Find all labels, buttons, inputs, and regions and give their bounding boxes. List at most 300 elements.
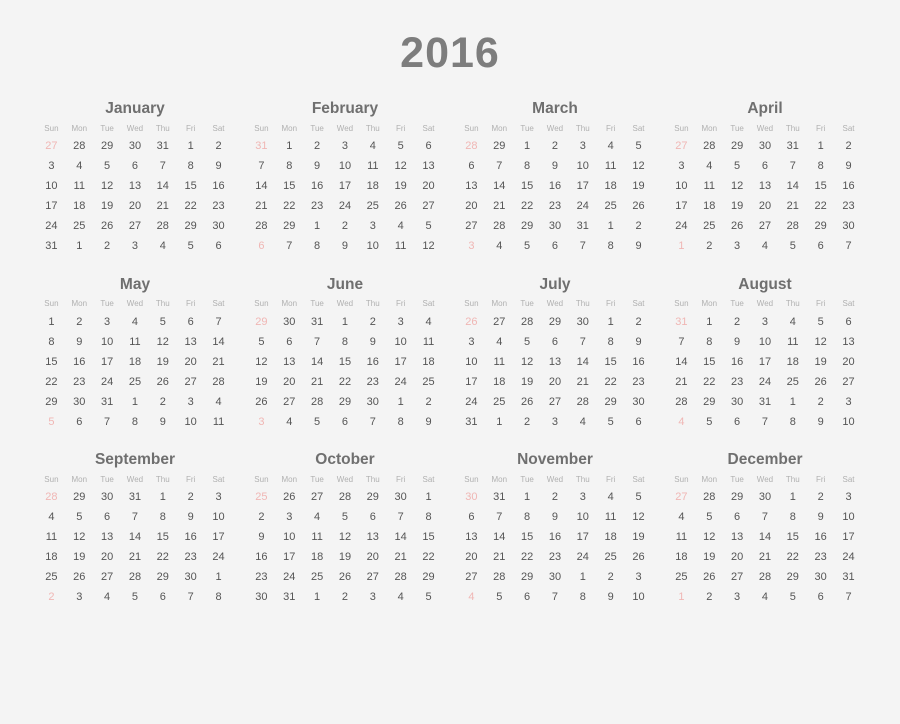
day-cell[interactable]: 31 bbox=[128, 491, 142, 503]
day-cell[interactable]: 24 bbox=[283, 571, 296, 583]
day-cell[interactable]: 2 bbox=[817, 491, 824, 503]
day-cell[interactable]: 27 bbox=[283, 395, 296, 408]
day-cell[interactable]: 7 bbox=[397, 511, 404, 523]
day-cell[interactable]: 21 bbox=[310, 375, 324, 388]
day-cell[interactable]: 4 bbox=[286, 415, 293, 428]
day-cell[interactable]: 1 bbox=[314, 591, 321, 603]
day-cell[interactable]: 12 bbox=[730, 180, 744, 192]
day-cell[interactable]: 8 bbox=[579, 591, 586, 603]
day-cell[interactable]: 27 bbox=[310, 491, 324, 503]
day-cell[interactable]: 24 bbox=[758, 375, 772, 388]
day-cell[interactable]: 5 bbox=[341, 511, 349, 523]
day-cell[interactable]: 12 bbox=[100, 180, 114, 192]
day-cell[interactable]: 12 bbox=[156, 335, 169, 348]
day-cell[interactable]: 29 bbox=[730, 140, 744, 152]
day-cell[interactable]: 12 bbox=[338, 531, 352, 543]
day-cell[interactable]: 21 bbox=[156, 200, 169, 212]
day-cell[interactable]: 12 bbox=[422, 240, 435, 252]
day-cell[interactable]: 27 bbox=[842, 375, 855, 388]
day-cell[interactable]: 5 bbox=[817, 315, 824, 328]
day-cell[interactable]: 26 bbox=[703, 571, 716, 583]
day-cell[interactable]: 3 bbox=[734, 240, 741, 252]
day-cell[interactable]: 9 bbox=[369, 335, 376, 348]
day-cell[interactable]: 1 bbox=[397, 395, 404, 408]
day-cell[interactable]: 7 bbox=[496, 160, 503, 172]
day-cell[interactable]: 18 bbox=[675, 551, 688, 563]
day-cell[interactable]: 4 bbox=[76, 160, 83, 172]
day-cell[interactable]: 2 bbox=[187, 491, 194, 503]
day-cell[interactable]: 7 bbox=[579, 240, 586, 252]
day-cell[interactable]: 4 bbox=[104, 591, 111, 603]
day-cell[interactable]: 1 bbox=[76, 240, 83, 252]
day-cell[interactable]: 17 bbox=[45, 200, 58, 212]
day-cell[interactable]: 10 bbox=[184, 415, 197, 428]
day-cell[interactable]: 9 bbox=[314, 160, 321, 172]
day-cell[interactable]: 11 bbox=[129, 335, 141, 348]
day-cell[interactable]: 6 bbox=[734, 415, 741, 428]
day-cell[interactable]: 11 bbox=[604, 511, 617, 523]
day-cell[interactable]: 25 bbox=[703, 220, 716, 232]
day-cell[interactable]: 18 bbox=[128, 355, 142, 368]
day-cell[interactable]: 29 bbox=[604, 395, 617, 408]
day-cell[interactable]: 25 bbox=[255, 491, 268, 503]
day-cell[interactable]: 22 bbox=[338, 375, 352, 388]
day-cell[interactable]: 22 bbox=[814, 200, 827, 212]
day-cell[interactable]: 21 bbox=[758, 551, 772, 563]
day-cell[interactable]: 7 bbox=[579, 335, 586, 348]
day-cell[interactable]: 29 bbox=[814, 220, 827, 232]
day-cell[interactable]: 4 bbox=[789, 315, 796, 328]
day-cell[interactable]: 24 bbox=[100, 375, 114, 388]
day-cell[interactable]: 28 bbox=[675, 395, 688, 408]
day-cell[interactable]: 22 bbox=[520, 200, 534, 212]
day-cell[interactable]: 25 bbox=[310, 571, 324, 583]
day-cell[interactable]: 27 bbox=[675, 140, 688, 152]
day-cell[interactable]: 9 bbox=[845, 160, 852, 172]
day-cell[interactable]: 27 bbox=[366, 571, 379, 583]
day-cell[interactable]: 20 bbox=[758, 200, 772, 212]
day-cell[interactable]: 14 bbox=[310, 355, 324, 368]
day-cell[interactable]: 6 bbox=[341, 415, 349, 428]
day-cell[interactable]: 29 bbox=[520, 571, 534, 583]
day-cell[interactable]: 29 bbox=[520, 220, 534, 232]
day-cell[interactable]: 7 bbox=[215, 315, 222, 328]
day-cell[interactable]: 2 bbox=[341, 220, 349, 232]
day-cell[interactable]: 9 bbox=[551, 511, 559, 523]
day-cell[interactable]: 10 bbox=[338, 160, 352, 172]
day-cell[interactable]: 30 bbox=[548, 220, 562, 232]
day-cell[interactable]: 21 bbox=[675, 375, 688, 388]
day-cell[interactable]: 24 bbox=[465, 395, 478, 408]
day-cell[interactable]: 11 bbox=[367, 160, 379, 172]
day-cell[interactable]: 3 bbox=[468, 335, 475, 348]
day-cell[interactable]: 26 bbox=[465, 315, 478, 328]
day-cell[interactable]: 2 bbox=[607, 571, 614, 583]
day-cell[interactable]: 26 bbox=[730, 220, 744, 232]
day-cell[interactable]: 7 bbox=[761, 511, 769, 523]
day-cell[interactable]: 28 bbox=[493, 571, 506, 583]
day-cell[interactable]: 5 bbox=[425, 220, 432, 232]
day-cell[interactable]: 29 bbox=[366, 491, 379, 503]
day-cell[interactable]: 8 bbox=[789, 415, 796, 428]
day-cell[interactable]: 5 bbox=[706, 415, 713, 428]
day-cell[interactable]: 12 bbox=[520, 355, 534, 368]
day-cell[interactable]: 24 bbox=[576, 200, 589, 212]
day-cell[interactable]: 28 bbox=[394, 571, 407, 583]
day-cell[interactable]: 28 bbox=[156, 220, 169, 232]
day-cell[interactable]: 14 bbox=[493, 531, 506, 543]
day-cell[interactable]: 13 bbox=[730, 531, 744, 543]
day-cell[interactable]: 14 bbox=[128, 531, 142, 543]
day-cell[interactable]: 20 bbox=[465, 551, 478, 563]
day-cell[interactable]: 1 bbox=[187, 140, 194, 152]
day-cell[interactable]: 10 bbox=[842, 511, 855, 523]
day-cell[interactable]: 3 bbox=[48, 160, 55, 172]
day-cell[interactable]: 26 bbox=[520, 395, 534, 408]
day-cell[interactable]: 2 bbox=[314, 140, 321, 152]
day-cell[interactable]: 7 bbox=[761, 415, 769, 428]
day-cell[interactable]: 30 bbox=[842, 220, 855, 232]
day-cell[interactable]: 10 bbox=[45, 180, 58, 192]
day-cell[interactable]: 24 bbox=[45, 220, 58, 232]
day-cell[interactable]: 14 bbox=[212, 335, 225, 348]
day-cell[interactable]: 30 bbox=[255, 591, 268, 603]
day-cell[interactable]: 31 bbox=[156, 140, 169, 152]
day-cell[interactable]: 8 bbox=[397, 415, 404, 428]
day-cell[interactable]: 6 bbox=[159, 591, 166, 603]
day-cell[interactable]: 12 bbox=[814, 335, 827, 348]
day-cell[interactable]: 31 bbox=[100, 395, 114, 408]
day-cell[interactable]: 23 bbox=[548, 200, 562, 212]
day-cell[interactable]: 15 bbox=[45, 355, 58, 368]
day-cell[interactable]: 6 bbox=[76, 415, 83, 428]
day-cell[interactable]: 19 bbox=[730, 200, 744, 212]
day-cell[interactable]: 30 bbox=[576, 315, 589, 328]
day-cell[interactable]: 31 bbox=[310, 315, 324, 328]
day-cell[interactable]: 3 bbox=[215, 491, 222, 503]
day-cell[interactable]: 8 bbox=[706, 335, 713, 348]
day-cell[interactable]: 30 bbox=[128, 140, 142, 152]
day-cell[interactable]: 5 bbox=[425, 591, 432, 603]
day-cell[interactable]: 7 bbox=[678, 335, 685, 348]
day-cell[interactable]: 1 bbox=[789, 491, 796, 503]
day-cell[interactable]: 19 bbox=[814, 355, 827, 368]
day-cell[interactable]: 9 bbox=[425, 415, 432, 428]
day-cell[interactable]: 25 bbox=[366, 200, 379, 212]
day-cell[interactable]: 28 bbox=[338, 491, 352, 503]
day-cell[interactable]: 30 bbox=[394, 491, 407, 503]
day-cell[interactable]: 11 bbox=[604, 160, 617, 172]
day-cell[interactable]: 28 bbox=[465, 140, 478, 152]
day-cell[interactable]: 25 bbox=[493, 395, 506, 408]
day-cell[interactable]: 16 bbox=[842, 180, 855, 192]
day-cell[interactable]: 11 bbox=[422, 335, 435, 348]
day-cell[interactable]: 5 bbox=[314, 415, 321, 428]
day-cell[interactable]: 16 bbox=[366, 355, 379, 368]
day-cell[interactable]: 11 bbox=[675, 531, 688, 543]
day-cell[interactable]: 3 bbox=[761, 315, 769, 328]
day-cell[interactable]: 20 bbox=[283, 375, 296, 388]
day-cell[interactable]: 9 bbox=[734, 335, 741, 348]
day-cell[interactable]: 19 bbox=[338, 551, 352, 563]
day-cell[interactable]: 16 bbox=[255, 551, 268, 563]
day-cell[interactable]: 3 bbox=[104, 315, 111, 328]
day-cell[interactable]: 10 bbox=[842, 415, 855, 428]
day-cell[interactable]: 17 bbox=[100, 355, 114, 368]
day-cell[interactable]: 19 bbox=[156, 355, 169, 368]
day-cell[interactable]: 15 bbox=[604, 355, 617, 368]
day-cell[interactable]: 29 bbox=[786, 571, 799, 583]
day-cell[interactable]: 1 bbox=[496, 415, 503, 428]
day-cell[interactable]: 31 bbox=[283, 591, 296, 603]
day-cell[interactable]: 21 bbox=[493, 200, 506, 212]
day-cell[interactable]: 3 bbox=[341, 140, 349, 152]
day-cell[interactable]: 31 bbox=[255, 140, 268, 152]
day-cell[interactable]: 8 bbox=[159, 511, 166, 523]
day-cell[interactable]: 18 bbox=[73, 200, 86, 212]
day-cell[interactable]: 14 bbox=[493, 180, 506, 192]
day-cell[interactable]: 22 bbox=[604, 375, 617, 388]
day-cell[interactable]: 12 bbox=[394, 160, 407, 172]
day-cell[interactable]: 8 bbox=[314, 240, 321, 252]
day-cell[interactable]: 2 bbox=[159, 395, 166, 408]
day-cell[interactable]: 24 bbox=[842, 551, 855, 563]
day-cell[interactable]: 23 bbox=[842, 200, 855, 212]
day-cell[interactable]: 25 bbox=[604, 551, 617, 563]
day-cell[interactable]: 20 bbox=[100, 551, 114, 563]
day-cell[interactable]: 5 bbox=[635, 140, 642, 152]
day-cell[interactable]: 7 bbox=[286, 240, 293, 252]
day-cell[interactable]: 26 bbox=[156, 375, 169, 388]
day-cell[interactable]: 18 bbox=[422, 355, 435, 368]
day-cell[interactable]: 2 bbox=[341, 591, 349, 603]
day-cell[interactable]: 8 bbox=[817, 160, 824, 172]
day-cell[interactable]: 31 bbox=[758, 395, 772, 408]
day-cell[interactable]: 28 bbox=[758, 571, 772, 583]
day-cell[interactable]: 31 bbox=[675, 315, 688, 328]
day-cell[interactable]: 30 bbox=[814, 571, 827, 583]
day-cell[interactable]: 1 bbox=[425, 491, 432, 503]
day-cell[interactable]: 29 bbox=[100, 140, 114, 152]
day-cell[interactable]: 29 bbox=[493, 140, 506, 152]
day-cell[interactable]: 27 bbox=[758, 220, 772, 232]
day-cell[interactable]: 21 bbox=[394, 551, 407, 563]
day-cell[interactable]: 15 bbox=[156, 531, 169, 543]
day-cell[interactable]: 10 bbox=[758, 335, 772, 348]
day-cell[interactable]: 9 bbox=[76, 335, 83, 348]
day-cell[interactable]: 14 bbox=[786, 180, 799, 192]
day-cell[interactable]: 28 bbox=[786, 220, 799, 232]
day-cell[interactable]: 16 bbox=[632, 355, 645, 368]
day-cell[interactable]: 8 bbox=[48, 335, 55, 348]
day-cell[interactable]: 18 bbox=[604, 180, 617, 192]
day-cell[interactable]: 17 bbox=[212, 531, 225, 543]
day-cell[interactable]: 3 bbox=[678, 160, 685, 172]
day-cell[interactable]: 23 bbox=[632, 375, 645, 388]
day-cell[interactable]: 6 bbox=[817, 591, 824, 603]
day-cell[interactable]: 30 bbox=[100, 491, 114, 503]
day-cell[interactable]: 5 bbox=[76, 511, 83, 523]
day-cell[interactable]: 5 bbox=[635, 491, 642, 503]
day-cell[interactable]: 6 bbox=[524, 591, 531, 603]
day-cell[interactable]: 2 bbox=[258, 511, 265, 523]
day-cell[interactable]: 3 bbox=[635, 571, 642, 583]
day-cell[interactable]: 7 bbox=[104, 415, 111, 428]
day-cell[interactable]: 20 bbox=[548, 375, 562, 388]
day-cell[interactable]: 29 bbox=[548, 315, 562, 328]
day-cell[interactable]: 7 bbox=[131, 511, 139, 523]
day-cell[interactable]: 13 bbox=[283, 355, 296, 368]
day-cell[interactable]: 20 bbox=[465, 200, 478, 212]
day-cell[interactable]: 5 bbox=[789, 591, 796, 603]
day-cell[interactable]: 1 bbox=[678, 591, 685, 603]
day-cell[interactable]: 31 bbox=[786, 140, 799, 152]
day-cell[interactable]: 5 bbox=[48, 415, 55, 428]
day-cell[interactable]: 25 bbox=[786, 375, 799, 388]
day-cell[interactable]: 7 bbox=[496, 511, 503, 523]
day-cell[interactable]: 3 bbox=[187, 395, 194, 408]
day-cell[interactable]: 2 bbox=[76, 315, 83, 328]
day-cell[interactable]: 14 bbox=[576, 355, 589, 368]
day-cell[interactable]: 30 bbox=[632, 395, 645, 408]
day-cell[interactable]: 4 bbox=[496, 335, 503, 348]
day-cell[interactable]: 31 bbox=[493, 491, 506, 503]
day-cell[interactable]: 5 bbox=[734, 160, 741, 172]
day-cell[interactable]: 5 bbox=[258, 335, 265, 348]
day-cell[interactable]: 22 bbox=[45, 375, 58, 388]
day-cell[interactable]: 22 bbox=[703, 375, 716, 388]
day-cell[interactable]: 26 bbox=[394, 200, 407, 212]
day-cell[interactable]: 31 bbox=[842, 571, 855, 583]
day-cell[interactable]: 2 bbox=[551, 491, 559, 503]
day-cell[interactable]: 19 bbox=[520, 375, 534, 388]
day-cell[interactable]: 30 bbox=[212, 220, 225, 232]
day-cell[interactable]: 6 bbox=[258, 240, 265, 252]
day-cell[interactable]: 23 bbox=[730, 375, 744, 388]
day-cell[interactable]: 4 bbox=[678, 415, 685, 428]
day-cell[interactable]: 27 bbox=[128, 220, 142, 232]
day-cell[interactable]: 20 bbox=[422, 180, 435, 192]
day-cell[interactable]: 26 bbox=[283, 491, 296, 503]
day-cell[interactable]: 28 bbox=[493, 220, 506, 232]
day-cell[interactable]: 12 bbox=[73, 531, 86, 543]
day-cell[interactable]: 15 bbox=[520, 531, 534, 543]
day-cell[interactable]: 9 bbox=[258, 531, 265, 543]
day-cell[interactable]: 17 bbox=[338, 180, 352, 192]
day-cell[interactable]: 14 bbox=[758, 531, 772, 543]
day-cell[interactable]: 4 bbox=[678, 511, 685, 523]
day-cell[interactable]: 31 bbox=[576, 220, 589, 232]
day-cell[interactable]: 8 bbox=[524, 160, 531, 172]
day-cell[interactable]: 11 bbox=[394, 240, 407, 252]
day-cell[interactable]: 1 bbox=[789, 395, 796, 408]
day-cell[interactable]: 18 bbox=[703, 200, 716, 212]
day-cell[interactable]: 24 bbox=[338, 200, 352, 212]
day-cell[interactable]: 18 bbox=[493, 375, 506, 388]
day-cell[interactable]: 17 bbox=[675, 200, 688, 212]
day-cell[interactable]: 12 bbox=[255, 355, 268, 368]
day-cell[interactable]: 7 bbox=[845, 591, 852, 603]
day-cell[interactable]: 22 bbox=[422, 551, 435, 563]
day-cell[interactable]: 8 bbox=[524, 511, 531, 523]
day-cell[interactable]: 16 bbox=[814, 531, 827, 543]
day-cell[interactable]: 4 bbox=[468, 591, 475, 603]
day-cell[interactable]: 13 bbox=[465, 531, 478, 543]
day-cell[interactable]: 4 bbox=[314, 511, 321, 523]
day-cell[interactable]: 9 bbox=[215, 160, 222, 172]
day-cell[interactable]: 27 bbox=[548, 395, 562, 408]
day-cell[interactable]: 3 bbox=[76, 591, 83, 603]
day-cell[interactable]: 2 bbox=[734, 315, 741, 328]
day-cell[interactable]: 23 bbox=[212, 200, 225, 212]
day-cell[interactable]: 23 bbox=[366, 375, 379, 388]
day-cell[interactable]: 5 bbox=[706, 511, 713, 523]
day-cell[interactable]: 27 bbox=[730, 571, 744, 583]
day-cell[interactable]: 21 bbox=[212, 355, 225, 368]
day-cell[interactable]: 14 bbox=[156, 180, 169, 192]
day-cell[interactable]: 17 bbox=[465, 375, 478, 388]
day-cell[interactable]: 8 bbox=[607, 335, 614, 348]
day-cell[interactable]: 8 bbox=[341, 335, 349, 348]
day-cell[interactable]: 6 bbox=[425, 140, 432, 152]
day-cell[interactable]: 22 bbox=[520, 551, 534, 563]
day-cell[interactable]: 6 bbox=[734, 511, 741, 523]
day-cell[interactable]: 10 bbox=[283, 531, 296, 543]
day-cell[interactable]: 4 bbox=[397, 220, 404, 232]
day-cell[interactable]: 25 bbox=[422, 375, 435, 388]
day-cell[interactable]: 4 bbox=[397, 591, 404, 603]
day-cell[interactable]: 2 bbox=[635, 220, 642, 232]
day-cell[interactable]: 4 bbox=[215, 395, 222, 408]
day-cell[interactable]: 1 bbox=[159, 491, 166, 503]
day-cell[interactable]: 19 bbox=[394, 180, 407, 192]
day-cell[interactable]: 14 bbox=[675, 355, 688, 368]
day-cell[interactable]: 4 bbox=[369, 140, 376, 152]
day-cell[interactable]: 5 bbox=[524, 335, 531, 348]
day-cell[interactable]: 28 bbox=[45, 491, 58, 503]
day-cell[interactable]: 27 bbox=[45, 140, 58, 152]
day-cell[interactable]: 3 bbox=[286, 511, 293, 523]
day-cell[interactable]: 6 bbox=[845, 315, 852, 328]
day-cell[interactable]: 15 bbox=[814, 180, 827, 192]
day-cell[interactable]: 8 bbox=[607, 240, 614, 252]
day-cell[interactable]: 10 bbox=[465, 355, 478, 368]
day-cell[interactable]: 28 bbox=[310, 395, 324, 408]
day-cell[interactable]: 27 bbox=[675, 491, 688, 503]
day-cell[interactable]: 8 bbox=[187, 160, 194, 172]
day-cell[interactable]: 9 bbox=[341, 240, 349, 252]
day-cell[interactable]: 13 bbox=[842, 335, 855, 348]
day-cell[interactable]: 6 bbox=[104, 511, 111, 523]
day-cell[interactable]: 13 bbox=[100, 531, 114, 543]
day-cell[interactable]: 13 bbox=[184, 335, 197, 348]
day-cell[interactable]: 17 bbox=[576, 531, 589, 543]
day-cell[interactable]: 7 bbox=[551, 591, 559, 603]
day-cell[interactable]: 1 bbox=[286, 140, 293, 152]
day-cell[interactable]: 9 bbox=[817, 415, 824, 428]
day-cell[interactable]: 28 bbox=[576, 395, 589, 408]
day-cell[interactable]: 19 bbox=[100, 200, 114, 212]
day-cell[interactable]: 7 bbox=[187, 591, 194, 603]
day-cell[interactable]: 10 bbox=[675, 180, 688, 192]
day-cell[interactable]: 30 bbox=[366, 395, 379, 408]
day-cell[interactable]: 23 bbox=[548, 551, 562, 563]
day-cell[interactable]: 20 bbox=[366, 551, 379, 563]
day-cell[interactable]: 11 bbox=[73, 180, 85, 192]
day-cell[interactable]: 1 bbox=[678, 240, 685, 252]
day-cell[interactable]: 16 bbox=[548, 180, 562, 192]
day-cell[interactable]: 27 bbox=[493, 315, 506, 328]
